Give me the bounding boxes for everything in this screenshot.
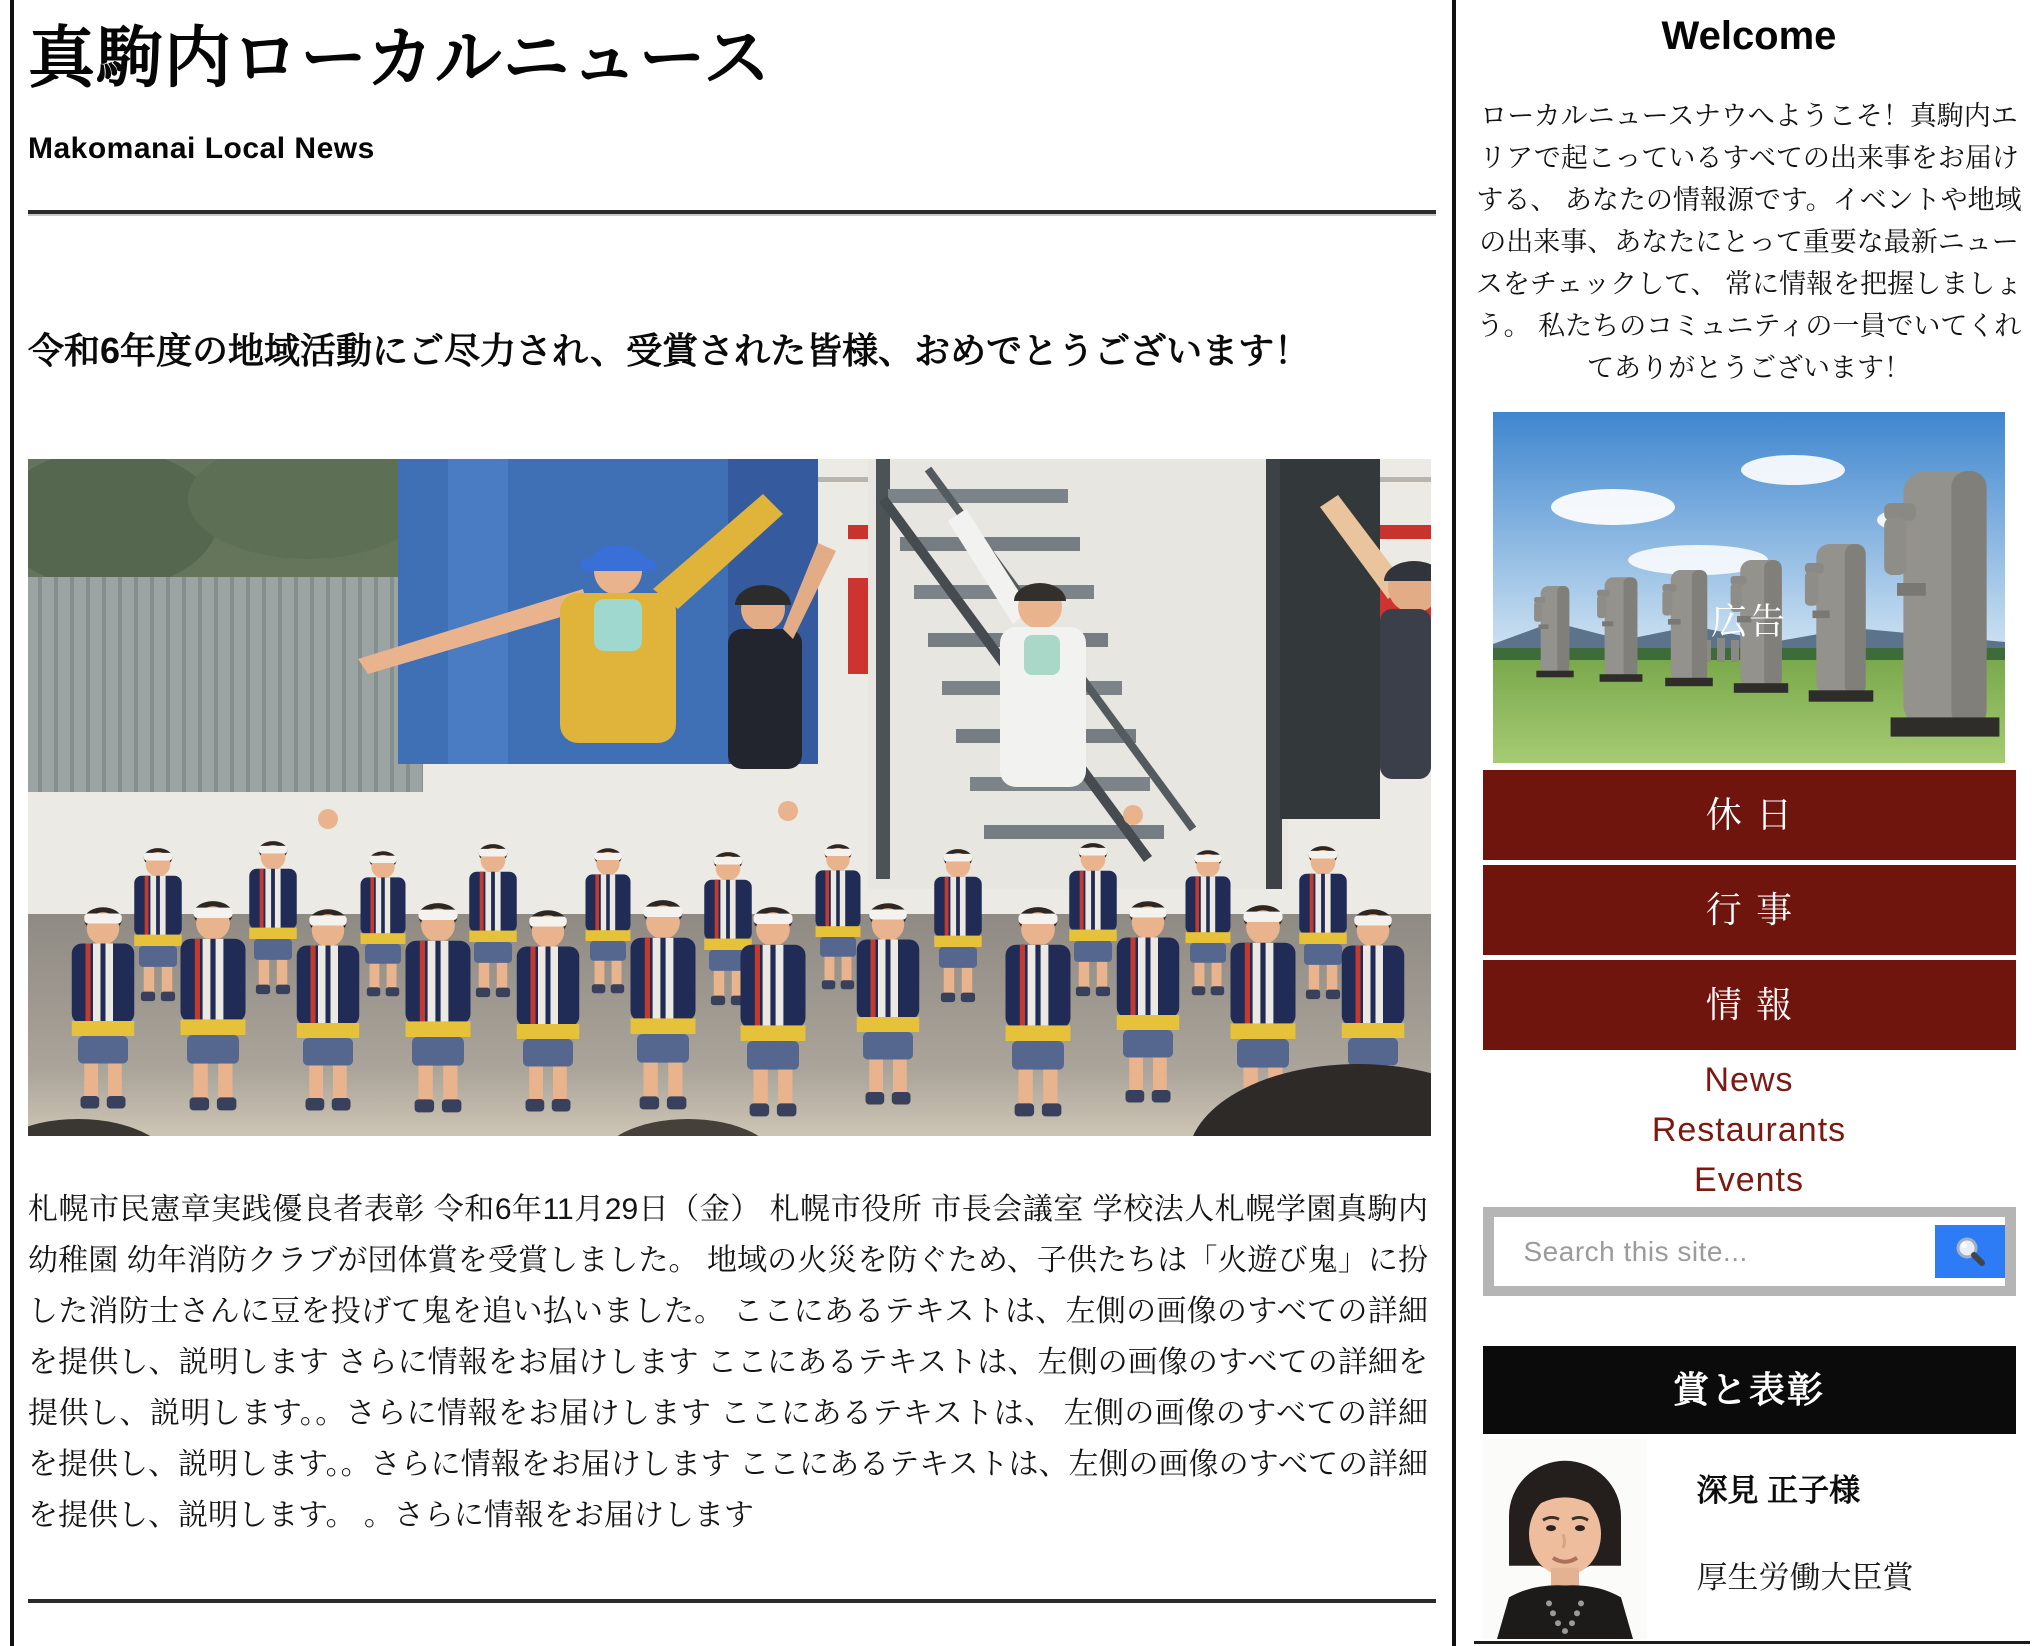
masthead-divider [28, 210, 1436, 216]
search-button[interactable] [1935, 1225, 2005, 1278]
page-left-border [10, 0, 14, 1646]
sidebar-button-info[interactable]: 情報 [1483, 960, 2016, 1050]
moai-image [1493, 412, 2005, 763]
sidebar-button-events-ja[interactable]: 行事 [1483, 865, 2016, 955]
sidebar-link-news[interactable]: News [1704, 1061, 1794, 1099]
ad-label: 広告 [1710, 600, 1788, 642]
sidebar-button-holiday[interactable]: 休日 [1483, 770, 2016, 860]
advertisement-banner[interactable] [1493, 412, 2005, 763]
sidebar-links [1456, 1055, 2042, 1205]
magnifier-icon [1953, 1235, 1987, 1269]
article-headline: 令和6年度の地域活動にご尽力され、受賞された皆様、おめでとうございます！ [28, 330, 1311, 372]
welcome-text: ローカルニュースナウへようこそ！真駒内エリアで起こっているすべての出来事をお届けする、 あなたの情報源です。イベントや地域の出来事、あなたにとって重要な最新ニュースをチェックして、 常に情報を把握しましょう。 私たちのコミュニティの一員でいてくれてありがとうございます！ [1475, 101, 2023, 383]
award-prize: 厚生労働大臣賞 [1696, 1560, 1914, 1595]
sidebar-link-events[interactable]: Events [1694, 1161, 1804, 1199]
welcome-title: Welcome [1661, 14, 1837, 58]
awards-entry [1483, 1439, 2016, 1639]
article-bottom-divider [28, 1599, 1436, 1603]
sidebar [1452, 0, 2042, 1646]
awardee-name: 深見 正子様 [1696, 1473, 1861, 1508]
site-subtitle: Makomanai Local News [28, 132, 375, 166]
search-input[interactable] [1494, 1217, 2005, 1286]
main-column [28, 0, 1436, 1603]
article-photo-children [28, 459, 1431, 1136]
sidebar-link-restaurants[interactable]: Restaurants [1651, 1111, 1847, 1149]
awardee-portrait [1483, 1439, 1647, 1639]
article-body: 札幌市民憲章実践優良者表彰 令和6年11月29日（金） 札幌市役所 市長会議室 学校法人札幌学園真駒内幼稚園 幼年消防クラブが団体賞を受賞しました。 地域の火災を防ぐため、子供たちは「火遊び鬼」に扮した消防士さんに豆を投げて鬼を追い払いました。 ここにあるテキストは、左側の画像のすべての詳細を提供し、説明します さらに情報をお届けします ここにあるテキストは、左側の画像のすべての詳細を提供し、説明します。。さらに情報をお届けします ここにあるテキストは、 左側の画像のすべての詳細を提供し、説明します。。さらに情報をお届けします ここにあるテキストは、左側の画像のすべての詳細を提供し、説明します。 。さらに情報をお届けします [28, 1193, 1428, 1533]
site-title[interactable]: 真駒内ローカルニュース [28, 21, 772, 96]
award-texts [1697, 1439, 1914, 1639]
search-bar [1483, 1207, 2016, 1296]
sidebar-bottom-divider [1474, 1641, 2030, 1644]
awards-header: 賞と表彰 [1483, 1346, 2016, 1434]
